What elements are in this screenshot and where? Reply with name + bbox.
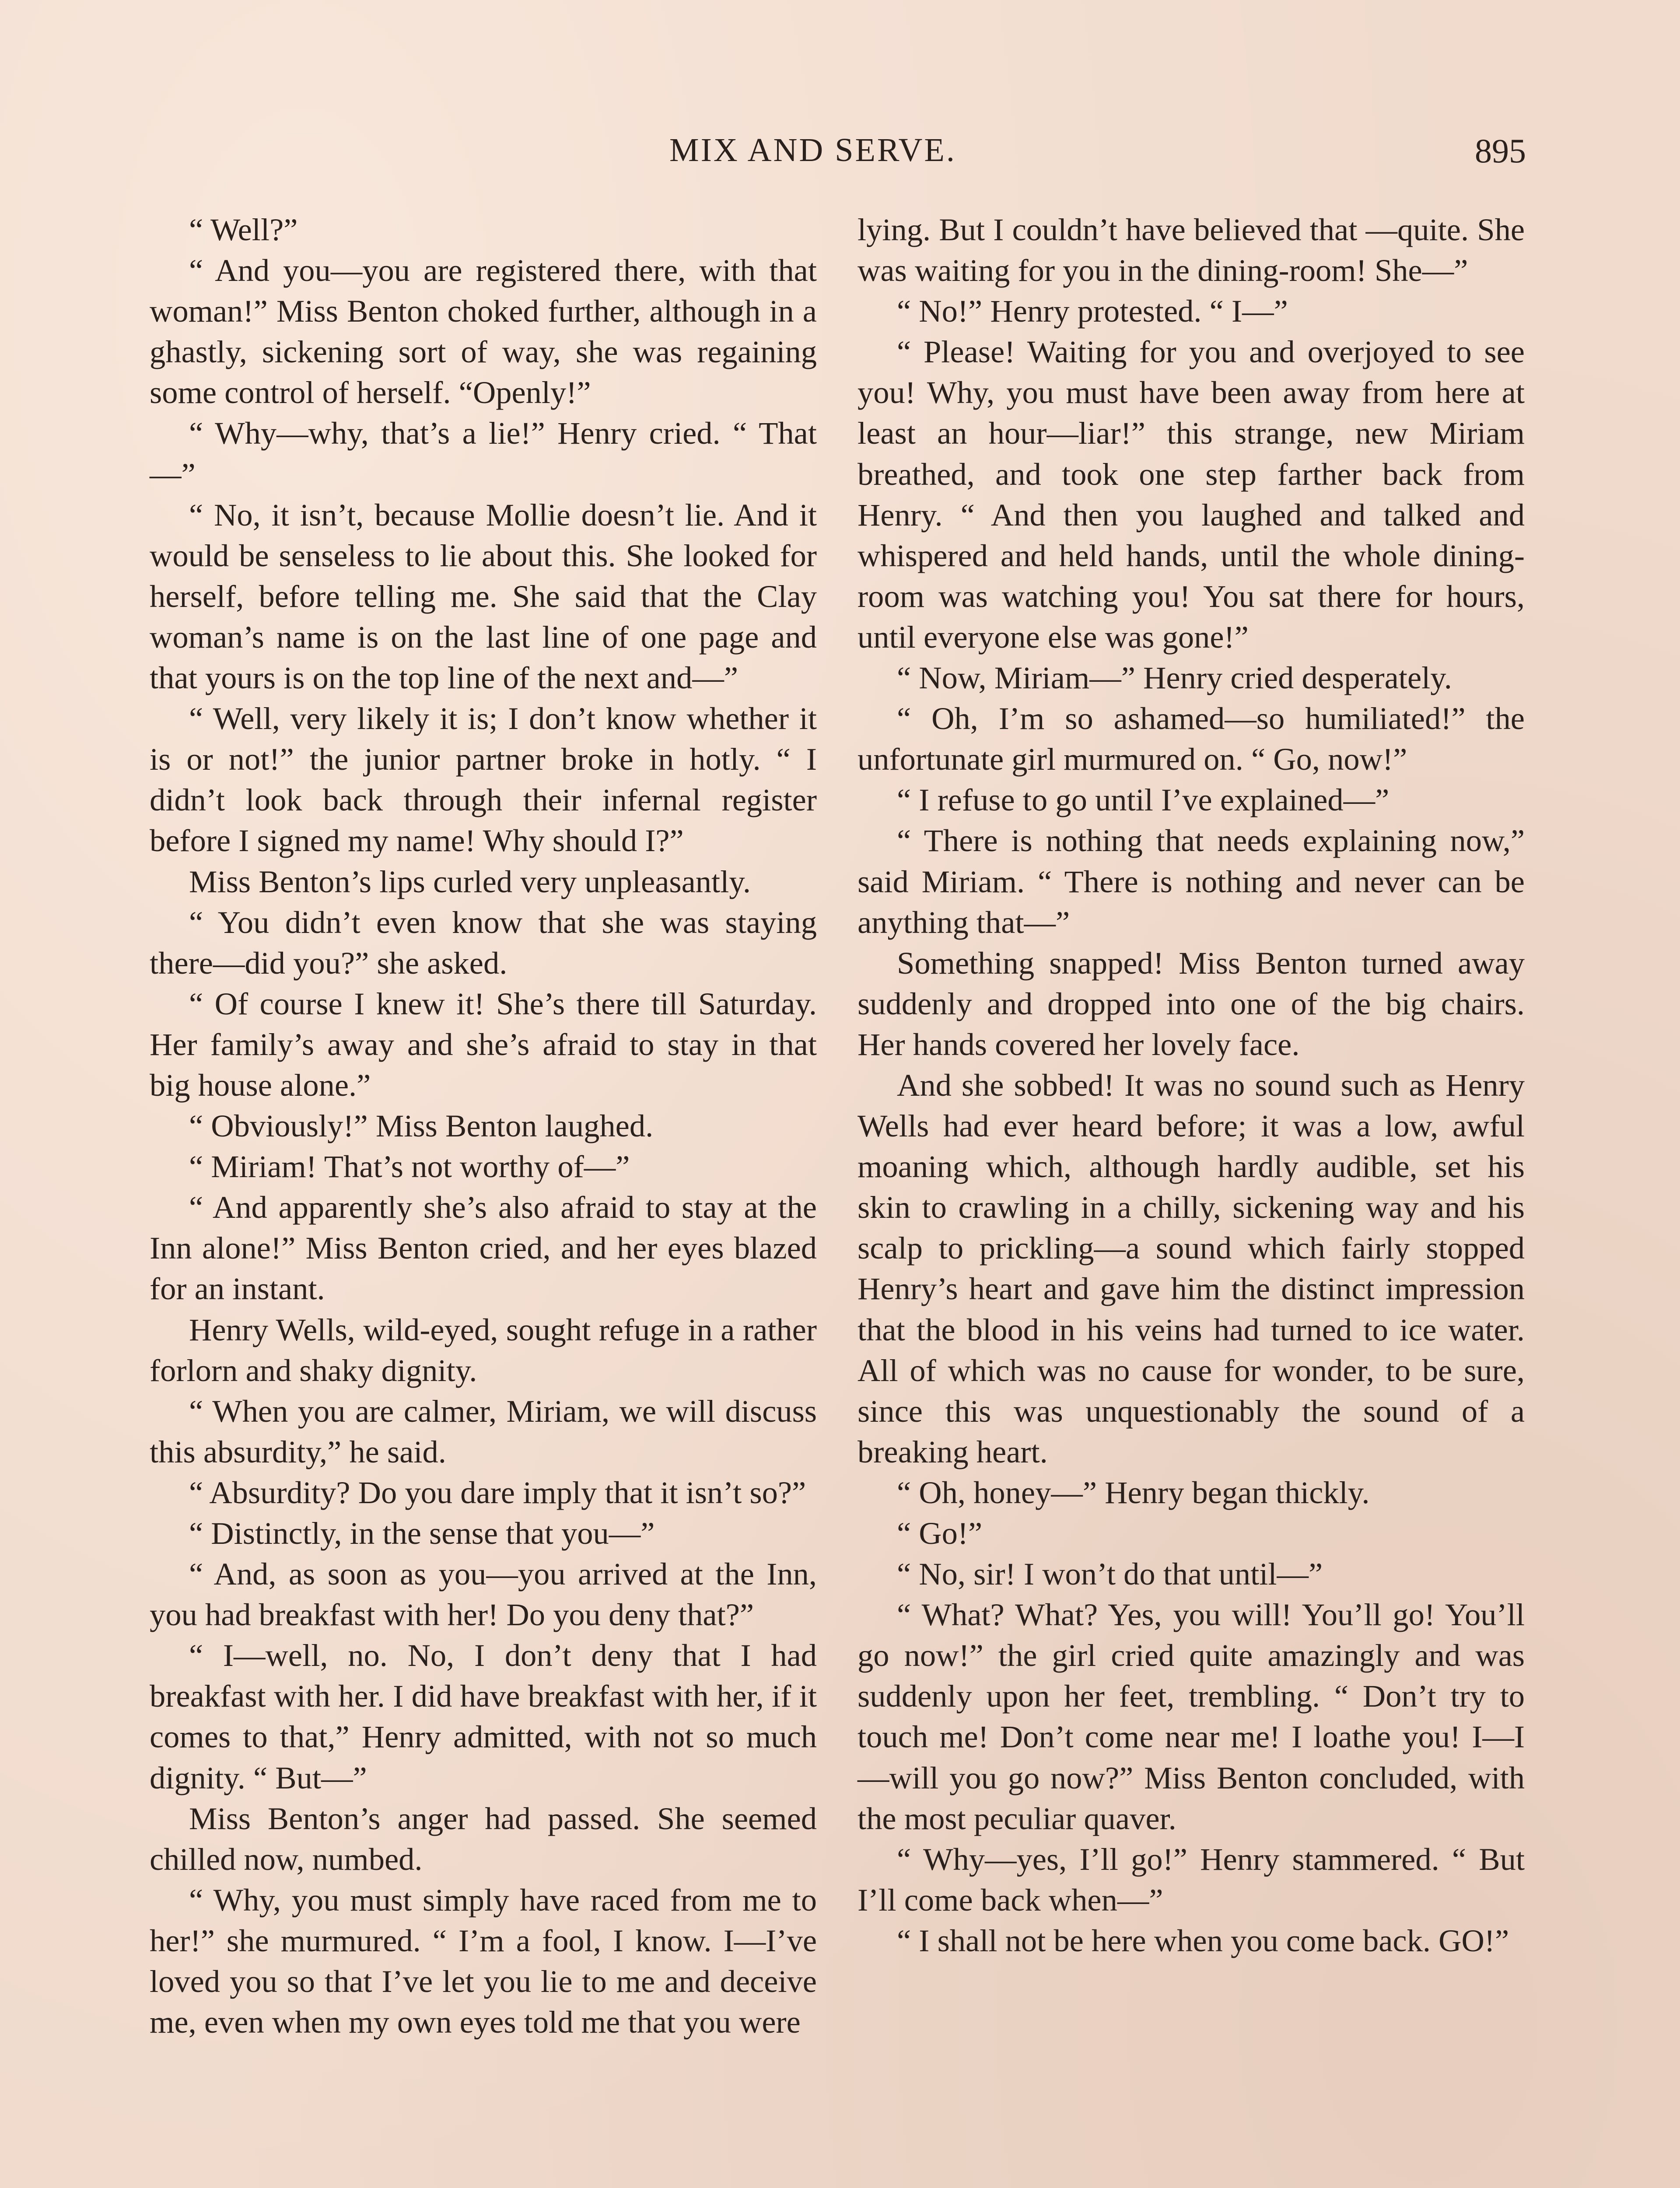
paragraph: Miss Benton’s lips curled very unpleasantly. [189,863,751,899]
paragraph: “ Why—yes, I’ll go!” Henry stammered. “ But I’ll come back when—” [858,1841,1525,1918]
paragraph: “ Obviously!” Miss Benton laughed. [189,1108,654,1144]
paragraph: “ Distinctly, in the sense that you—” [189,1515,655,1551]
paragraph: “ There is nothing that needs explaining now,” said Miriam. “ There is nothing and never can be anything that—” [858,823,1525,940]
paragraph: “ When you are calmer, Miriam, we will discuss this absurdity,” he said. [150,1393,817,1469]
paragraph: lying. But I couldn’t have believed that —quite. She was waiting for you in the dining-room! She—” [858,212,1525,288]
page-header [0,131,1680,179]
paragraph: “ Oh, honey—” Henry began thickly. [897,1474,1370,1510]
paragraph: “ Well?” [189,212,298,247]
paragraph: “ Why, you must simply have raced from me to her!” she murmured. “ I’m a fool, I know. I—I’ve loved you so that I’ve let you lie to me and deceive me, even when my own eyes told me that you were [150,1882,817,2040]
paragraph: “ Well, very likely it is; I don’t know whether it is or not!” the junior partner broke in hotly. “ I didn’t look back through their infernal register before I signed my name! Why should I?” [150,701,817,859]
paragraph: Henry Wells, wild-eyed, sought refuge in a rather forlorn and shaky dignity. [150,1311,817,1388]
paragraph: “ And apparently she’s also afraid to stay at the Inn alone!” Miss Benton cried, and her eyes blazed for an instant. [150,1189,817,1307]
paragraph: “ What? What? Yes, you will! You’ll go! You’ll go now!” the girl cried quite amazingly and was suddenly upon her feet, trembling. “ Don’t try to touch me! Don’t come near me! I loathe you! I—I—will you go now?” Miss Benton concluded, with the most peculiar quaver. [858,1597,1525,1836]
paragraph: “ No!” Henry protested. “ I—” [897,293,1288,329]
paragraph: “ Why—why, that’s a lie!” Henry cried. “ That—” [150,415,817,492]
paragraph: And she sobbed! It was no sound such as Henry Wells had ever heard before; it was a low, awful moaning which, although hardly audible, set his skin to crawling in a chilly, sickening way and his scalp to prickling—a sound which fairly stopped Henry’s heart and gave him the distinct impression that the blood in his veins had turned to ice water. All of which was no cause for wonder, to be sure, since this was unquestionably the sound of a breaking heart. [858,1067,1525,1469]
paragraph: “ No, it isn’t, because Mollie doesn’t lie. And it would be senseless to lie about this. She looked for herself, before telling me. She said that the Clay woman’s name is on the last line of one page and that yours is on the top line of the next and—” [150,497,817,696]
paragraph: “ You didn’t even know that she was staying there—did you?” she asked. [150,904,817,981]
paragraph: “ And you—you are registered there, with that woman!” Miss Benton choked further, although in a ghastly, sickening sort of way, she was regaining some control of herself. “Openly!” [150,252,817,410]
paragraph: “ I—well, no. No, I don’t deny that I had breakfast with her. I did have breakfast with her, if it comes to that,” Henry admitted, with not so much dignity. “ But—” [150,1637,817,1795]
paragraph: “ Miriam! That’s not worthy of—” [189,1149,630,1185]
paragraph: “ And, as soon as you—you arrived at the Inn, you had breakfast with her! Do you deny that?” [150,1556,817,1633]
paragraph: “ No, sir! I won’t do that until—” [897,1556,1323,1592]
paragraph: “ I shall not be here when you come back. GO!” [897,1922,1509,1958]
page-number: 895 [1475,132,1526,170]
paragraph: “ Oh, I’m so ashamed—so humiliated!” the unfortunate girl murmured on. “ Go, now!” [858,701,1525,777]
right-column [858,209,1525,1961]
running-title: MIX AND SERVE. [669,132,956,168]
paragraph: “ I refuse to go until I’ve explained—” [897,782,1390,818]
paragraph: Something snapped! Miss Benton turned away suddenly and dropped into one of the big chairs. Her hands covered her lovely face. [858,945,1525,1062]
paragraph: “ Go!” [897,1515,983,1551]
paragraph: “ Please! Waiting for you and overjoyed to see you! Why, you must have been away from here at least an hour—liar!” this strange, new Miriam breathed, and took one step farther back from Henry. “ And then you laughed and talked and whispered and held hands, until the whole dining-room was watching you! You sat there for hours, until everyone else was gone!” [858,334,1525,655]
paragraph: “ Absurdity? Do you dare imply that it isn’t so?” [189,1474,806,1510]
left-column [150,209,817,2042]
paragraph: “ Now, Miriam—” Henry cried desperately. [897,660,1452,696]
paragraph: Miss Benton’s anger had passed. She seemed chilled now, numbed. [150,1800,817,1877]
paragraph: “ Of course I knew it! She’s there till Saturday. Her family’s away and she’s afraid to stay in that big house alone.” [150,985,817,1103]
